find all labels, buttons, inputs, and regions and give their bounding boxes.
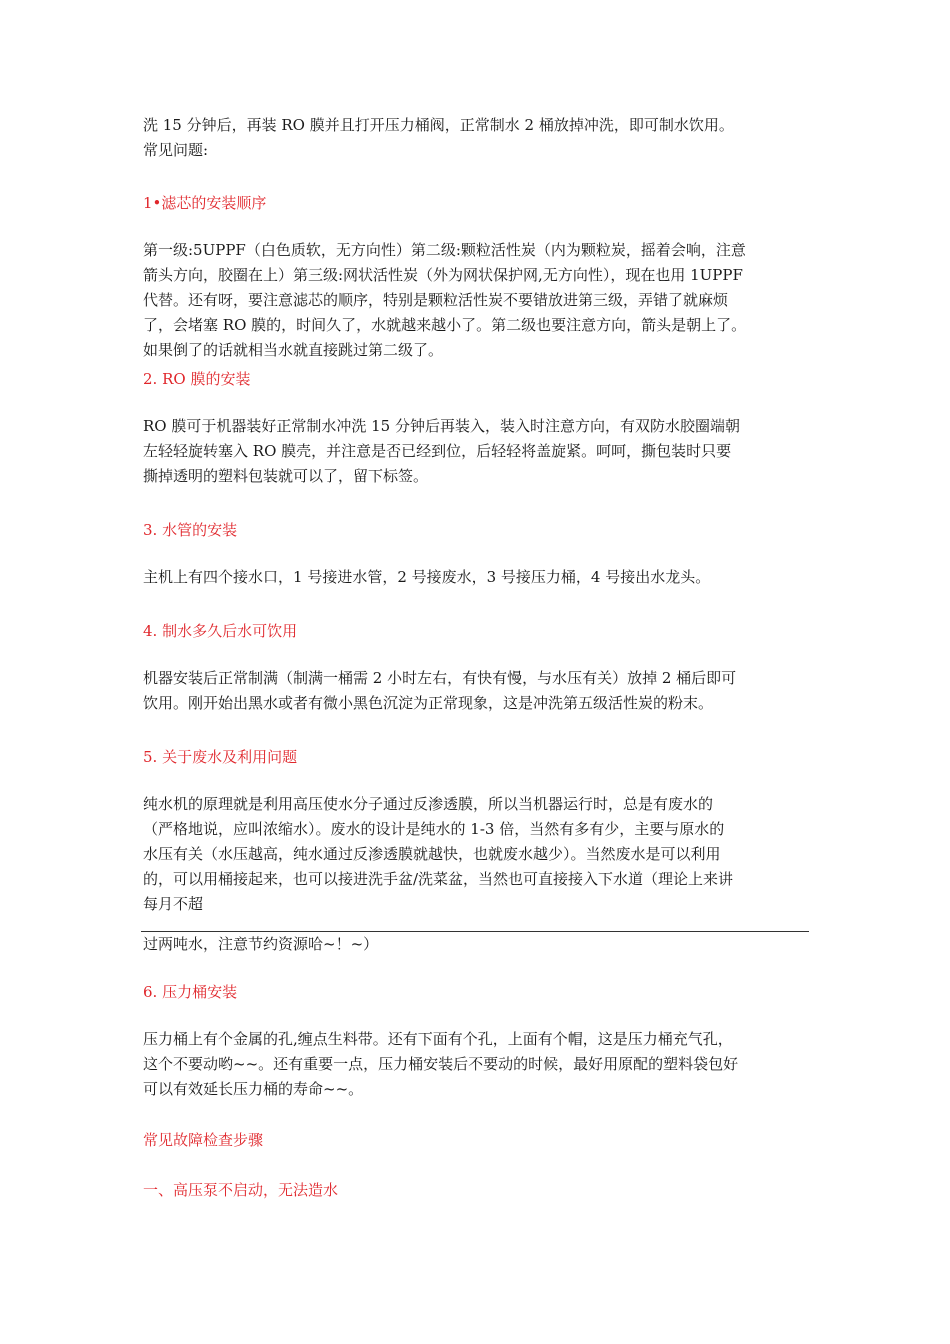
section-5-line-4: 的，可以用桶接起来，也可以接进洗手盆/洗菜盆，当然也可直接接入下水道（理论上来讲 [143,870,734,888]
section-2-heading: 2. RO 膜的安装 [143,370,251,388]
section-4-line-2: 饮用。刚开始出黑水或者有微小黑色沉淀为正常现象，这是冲洗第五级活性炭的粉末。 [143,694,714,712]
intro-line-2: 常见问题: [143,141,209,159]
section-5-line-1: 纯水机的原理就是利用高压使水分子通过反渗透膜，所以当机器运行时，总是有废水的 [143,795,714,813]
section-5-heading: 5. 关于废水及利用问题 [143,748,298,766]
section-1-line-3: 代替。还有呀，要注意滤芯的顺序，特别是颗粒活性炭不要错放进第三级，弄错了就麻烦 [143,291,729,309]
troubleshooting-title: 常见故障检查步骤 [143,1131,264,1149]
section-2-line-2: 左轻轻旋转塞入 RO 膜壳，并注意是否已经到位，后轻轻将盖旋紧。呵呵，撕包装时只要 [143,442,732,460]
footnote-divider [141,931,809,932]
section-3-heading: 3. 水管的安装 [143,521,238,539]
section-6-line-3: 可以有效延长压力桶的寿命~~。 [143,1080,364,1098]
section-5-line-2: （严格地说，应叫浓缩水）。废水的设计是纯水的 1-3 倍，当然有多有少，主要与原水的 [143,820,725,838]
section-5-line-3: 水压有关（水压越高，纯水通过反渗透膜就越快，也就废水越少）。当然废水是可以利用 [143,845,721,863]
section-4-heading: 4. 制水多久后水可饮用 [143,622,298,640]
section-5-line-5: 每月不超 [143,895,204,913]
section-6-heading: 6. 压力桶安装 [143,983,238,1001]
section-6-line-2: 这个不要动哟~~。还有重要一点，压力桶安装后不要动的时候，最好用原配的塑料袋包好 [143,1055,739,1073]
section-5-line-6: 过两吨水，注意节约资源哈~！~） [143,935,379,953]
section-6-line-1: 压力桶上有个金属的孔,缠点生料带。还有下面有个孔，上面有个帽，这是压力桶充气孔， [143,1030,733,1048]
section-1-heading: 1•滤芯的安装顺序 [143,194,267,212]
section-1-line-5: 如果倒了的话就相当水就直接跳过第二级了。 [143,341,444,359]
section-3-line-1: 主机上有四个接水口，1 号接进水管，2 号接废水，3 号接压力桶，4 号接出水龙头。 [143,568,711,586]
section-1-line-1: 第一级:5UPPF（白色质软，无方向性）第二级:颗粒活性炭（内为颗粒炭，摇着会响，注意 [143,241,746,259]
section-1-line-4: 了，会堵塞 RO 膜的，时间久了，水就越来越小了。第二级也要注意方向，箭头是朝上了。 [143,316,747,334]
intro-line-1: 洗 15 分钟后，再装 RO 膜并且打开压力桶阀，正常制水 2 桶放掉冲洗，即可制水饮用。 [143,116,734,134]
section-2-line-3: 撕掉透明的塑料包装就可以了，留下标签。 [143,467,429,485]
section-2-line-1: RO 膜可于机器装好正常制水冲洗 15 分钟后再装入，装入时注意方向，有双防水胶圈端朝 [143,417,740,435]
troubleshooting-item-1: 一、高压泵不启动，无法造水 [143,1181,339,1199]
section-4-line-1: 机器安装后正常制满（制满一桶需 2 小时左右，有快有慢，与水压有关）放掉 2 桶后即可 [143,669,737,687]
section-1-line-2: 箭头方向，胶圈在上）第三级:网状活性炭（外为网状保护网,无方向性），现在也用 1UPPF [143,266,743,284]
